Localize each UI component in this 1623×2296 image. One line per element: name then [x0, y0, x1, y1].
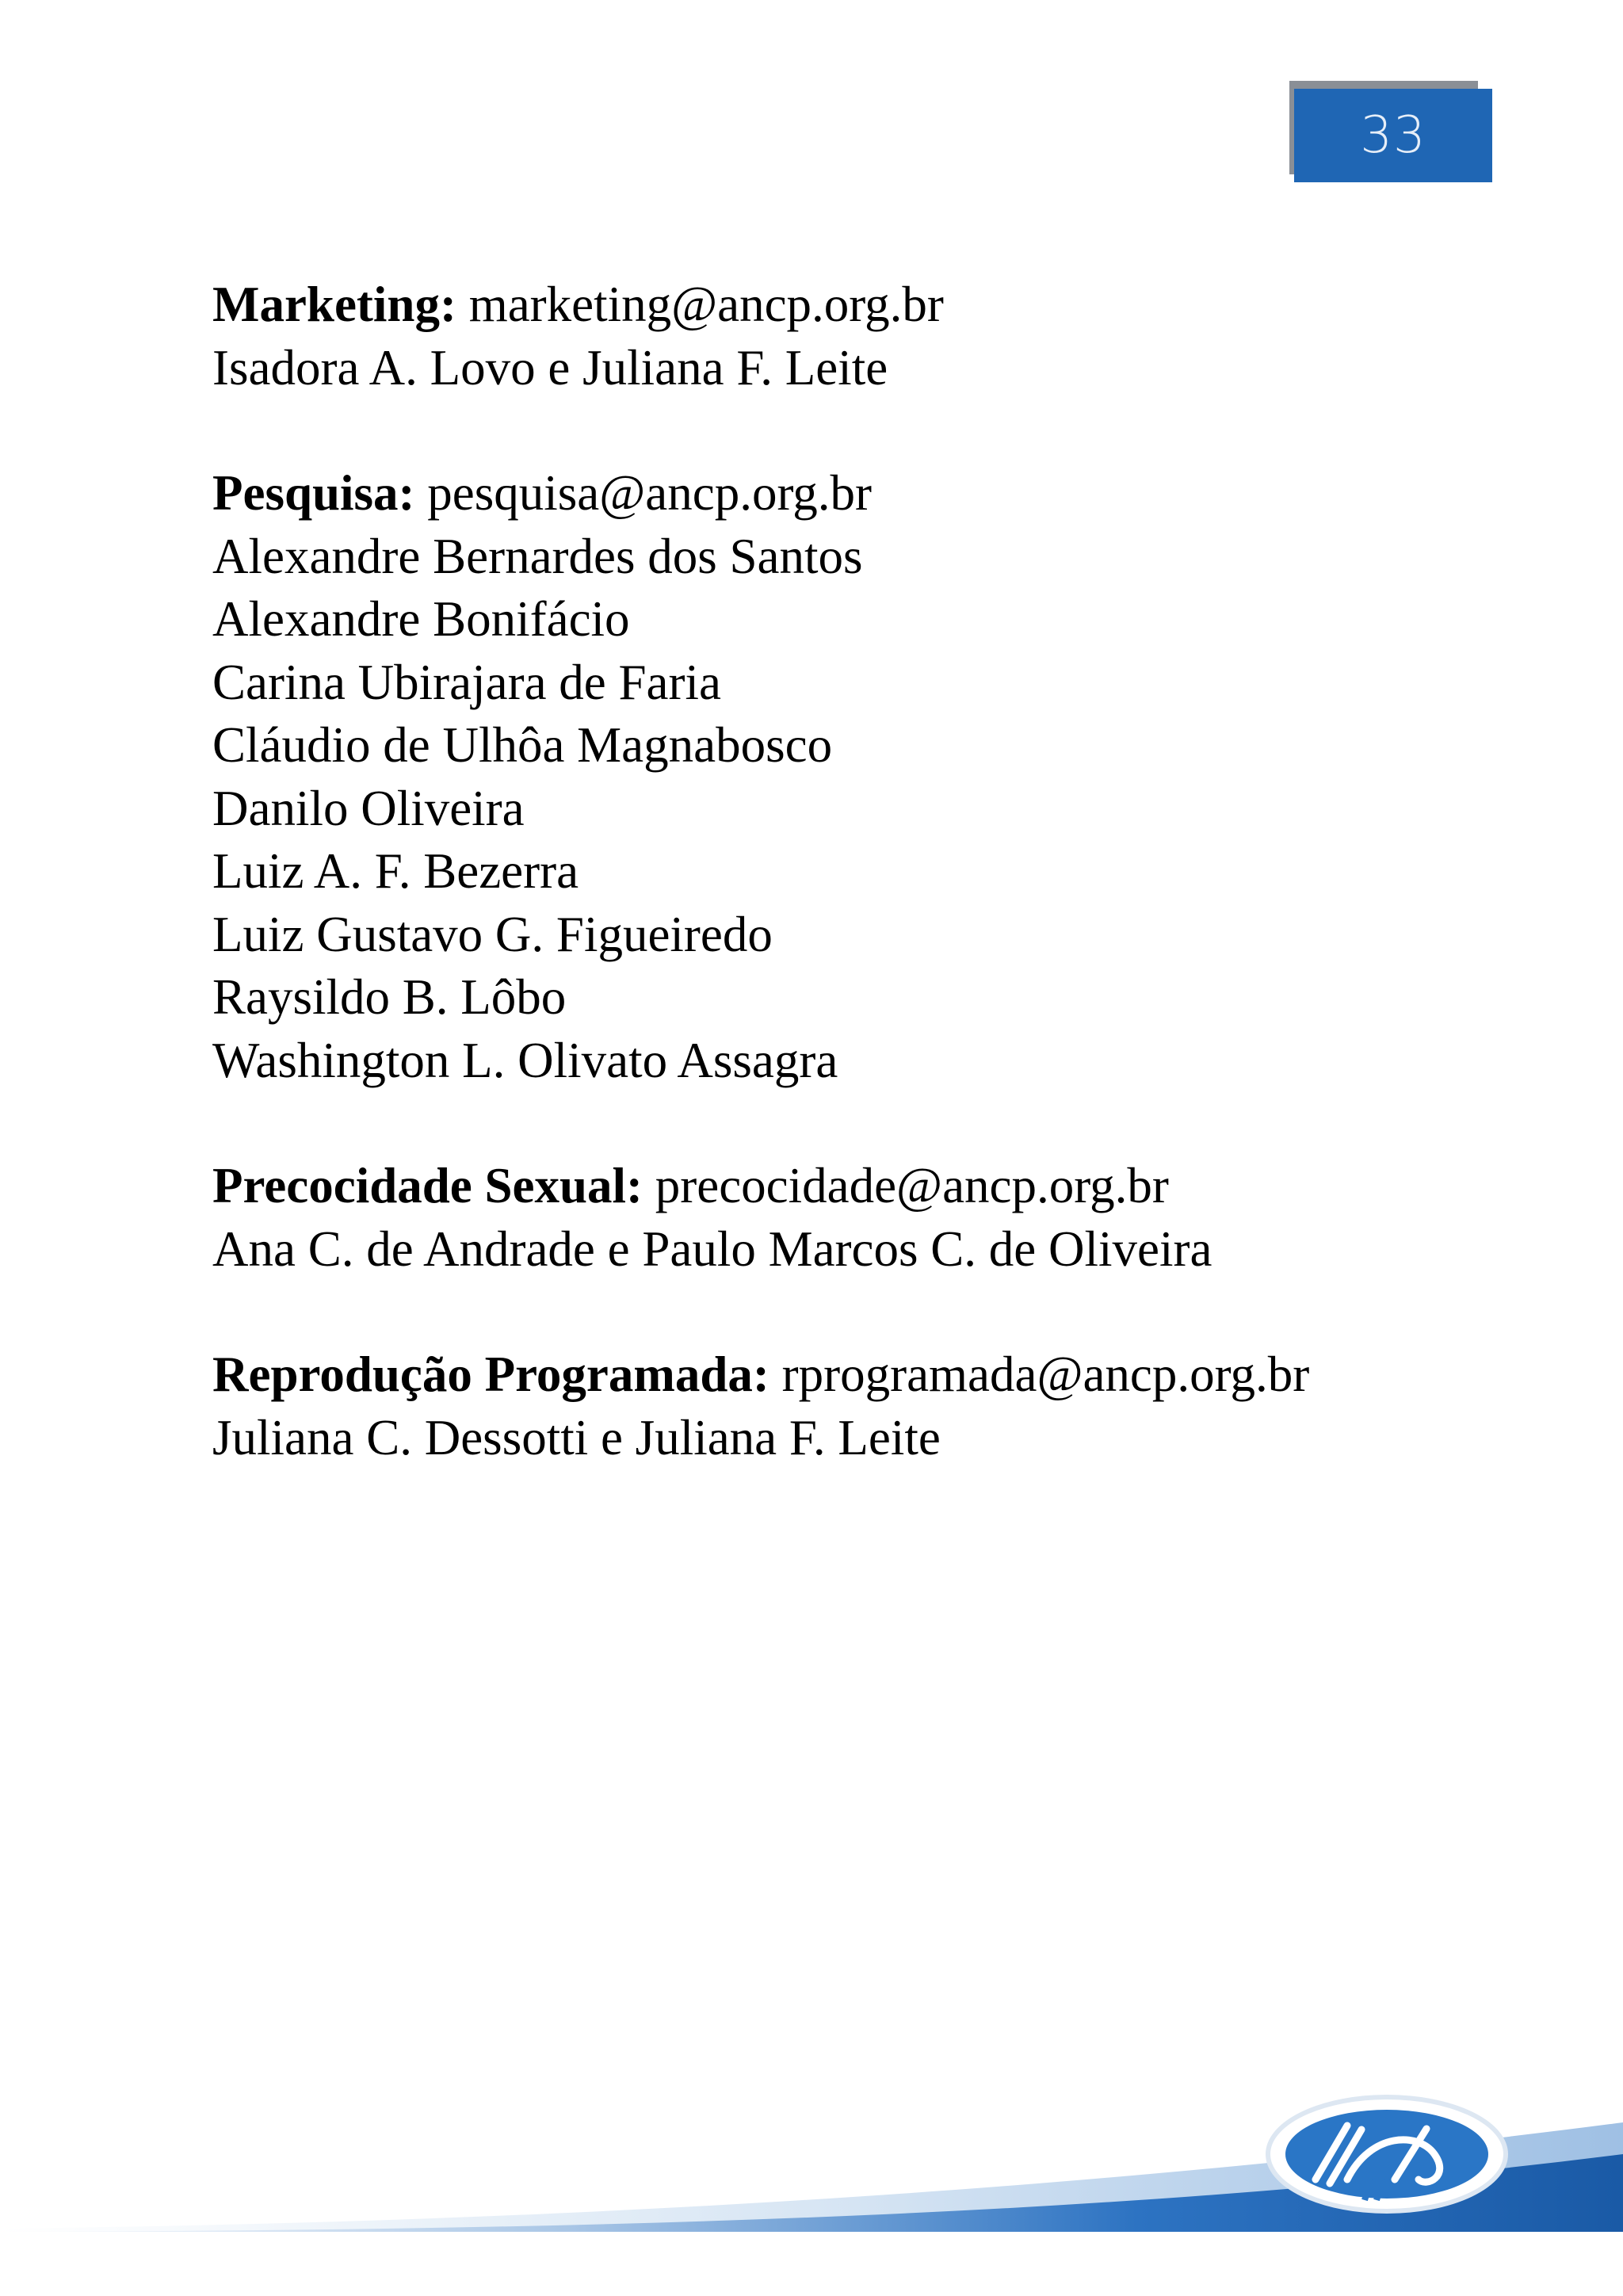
person-name: Carina Ubirajara de Faria: [212, 654, 721, 710]
section-label: Pesquisa:: [212, 465, 415, 521]
section-label: Precocidade Sexual:: [212, 1158, 643, 1213]
section-heading: [212, 273, 1512, 337]
person-name: Alexandre Bonifácio: [212, 591, 630, 647]
section-label: Reprodução Programada:: [212, 1347, 769, 1402]
page-number: 33: [1360, 106, 1426, 165]
section-heading: [212, 1155, 1512, 1218]
person-name: Cláudio de Ulhôa Magnabosco: [212, 717, 833, 773]
page-number-badge: [1289, 81, 1495, 182]
person-name: Luiz A. F. Bezerra: [212, 843, 579, 899]
person-name: Luiz Gustavo G. Figueiredo: [212, 906, 773, 962]
person-name: Ana C. de Andrade e Paulo Marcos C. de Oliveira: [212, 1221, 1212, 1277]
person-name: Danilo Oliveira: [212, 780, 525, 836]
section-reproducao-programada: [212, 1343, 1512, 1469]
section-marketing: [212, 273, 1512, 399]
ancp-logo-icon: [1268, 2097, 1506, 2211]
section-heading: [212, 462, 1512, 525]
person-name: Washington L. Olivato Assagra: [212, 1032, 838, 1088]
person-name: Isadora A. Lovo e Juliana F. Leite: [212, 339, 888, 395]
page-number-box: [1294, 89, 1492, 182]
section-heading: [212, 1343, 1512, 1407]
section-pesquisa: [212, 462, 1512, 1092]
section-email: rprogramada@ancp.org.br: [781, 1347, 1310, 1402]
section-email: marketing@ancp.org.br: [468, 277, 944, 332]
section-precocidade-sexual: [212, 1155, 1512, 1281]
section-email: pesquisa@ancp.org.br: [427, 465, 873, 521]
section-email: precocidade@ancp.org.br: [655, 1158, 1169, 1213]
person-name: Raysildo B. Lôbo: [212, 969, 567, 1025]
person-name: Alexandre Bernardes dos Santos: [212, 528, 863, 584]
section-label: Marketing:: [212, 277, 456, 332]
contact-list: [212, 273, 1512, 1532]
footer-wave: [0, 2061, 1623, 2296]
person-name: Juliana C. Dessotti e Juliana F. Leite: [212, 1409, 941, 1465]
